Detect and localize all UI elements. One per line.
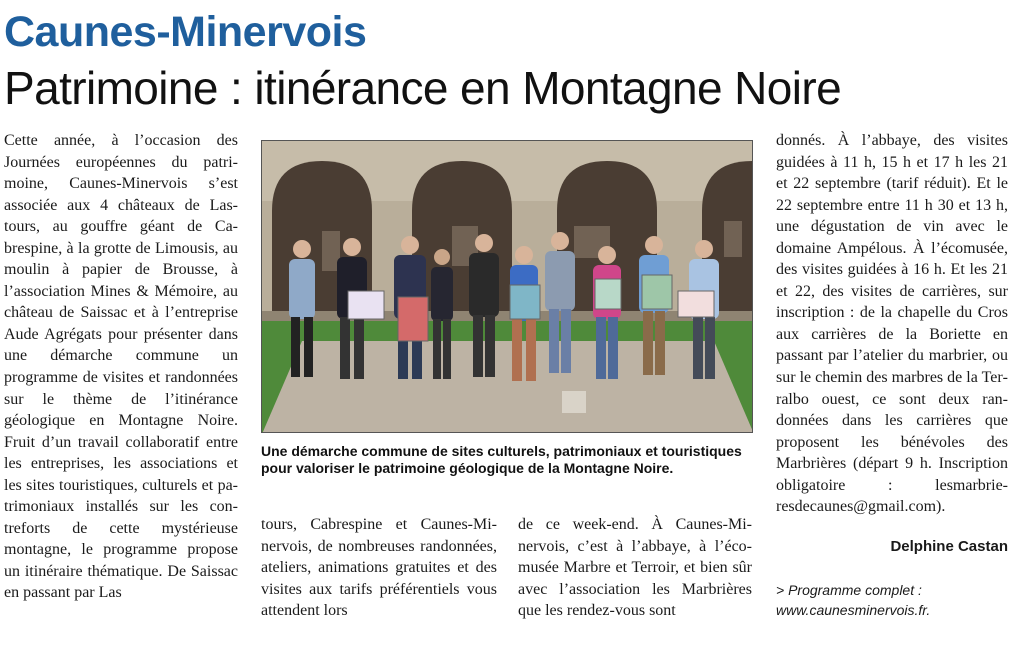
article-headline: Patrimoine : itinérance en Montagne Noire <box>4 62 842 114</box>
article-column-3: de ce week-end. À Caunes-Minervois, c’est à l’abbaye, à l’écomusée Marbre et Terroir, et bien sûr avec l’association les Marbrières que les rendez-vous sont <box>518 516 752 620</box>
article-column-4: donnés. À l’abbaye, des visites guidées à 11 h, 15 h et 17 h les 21 et 22 septembre (tarif réduit). Et le 22 septembre entre 11 h 30 et 13 h, une dégustation de vin avec le domaine Ampélous. À l’écomusée, des visites guidées à 16 h. Et les 21 et 22, des visites de carrières, sur inscription : de la chapelle du Cros aux carrières de la Boriette en passant par l’atelier du marbrier, ou sur le chemin des marbres de la Terralbo ouest, ce sont deux randonnées dans les carrières que proposent les bénévoles des Marbrières (départ 9 h. Inscription obligatoire : lesmarbrieresdecaunes@gmail.com). <box>776 132 1008 516</box>
article-column-1: Cette année, à l’occasion des Journées européennes du patrimoine, Caunes-Minervois s’est associée aux 4 châteaux de Lastours, au gouffre géant de Cabrespine, à la grotte de Limousis, au moulin à papier de Brousse, à l’association Mines & Mémoire, au château de Saissac et à l’entreprise Aude Agrégats pour présenter dans une démarche commune un programme de visites et randonnées sur le thème de l’itinérance géologique en Montagne Noire. Fruit d’un travail collaboratif entre les entreprises, les associations et les sites touristiques, culturels et patrimoniaux installés sur les contreforts de cette mystérieuse montagne, le programme propose un itinéraire thématique. De Saissac en passant par Las <box>4 132 238 602</box>
program-link-note[interactable]: > Programme complet : www.caunesminervois.fr. <box>776 582 931 618</box>
photo-caption: Une démarche commune de sites culturels, patrimoniaux et touristiques pour valoriser le patrimoine géologique de la Montagne Noire. <box>261 443 742 476</box>
group-photo-illustration <box>262 141 753 433</box>
author-signature: Delphine Castan <box>890 538 1008 555</box>
section-kicker: Caunes-Minervois <box>4 8 367 56</box>
group-photo <box>261 140 753 433</box>
article-column-2: tours, Cabrespine et Caunes-Minervois, de nombreuses randonnées, ateliers, animations gratuites et des visites aux tarifs préférentiels vous attendent lors <box>261 516 497 620</box>
